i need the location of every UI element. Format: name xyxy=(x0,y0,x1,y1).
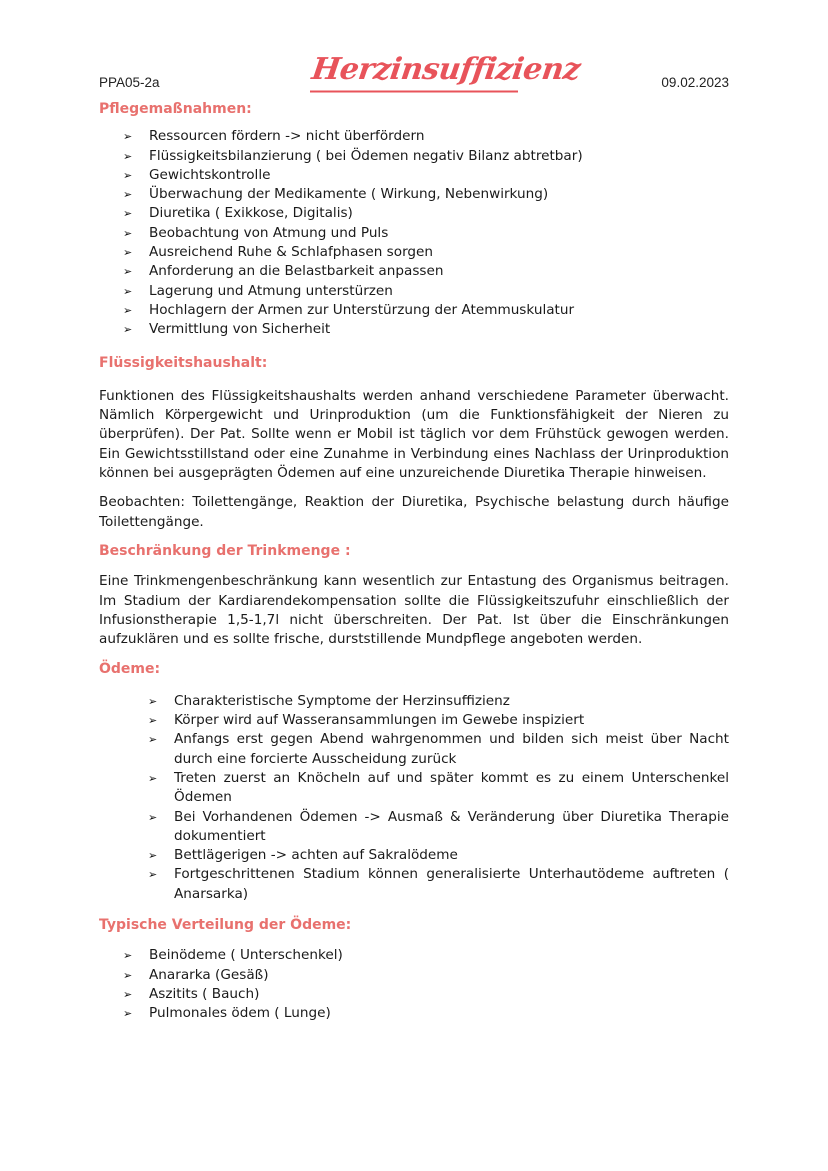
arrow-bullet-icon: ➢ xyxy=(123,284,133,298)
list-item xyxy=(99,320,729,339)
list-item xyxy=(99,243,729,262)
arrow-bullet-icon: ➢ xyxy=(148,714,158,728)
list-pflegemassnahmen xyxy=(99,127,729,339)
list-item xyxy=(99,946,729,965)
list-item xyxy=(99,127,729,146)
list-item xyxy=(99,185,729,204)
arrow-bullet-icon: ➢ xyxy=(123,987,133,1001)
list-item-text: Beinödeme ( Unterschenkel) xyxy=(149,947,343,964)
list-item-text: Charakteristische Symptome der Herzinsuffizienz xyxy=(174,692,510,709)
list-item xyxy=(99,301,729,320)
list-item xyxy=(99,711,729,730)
heading-pflegemassnahmen: Pflegemaßnahmen: xyxy=(99,101,252,117)
list-item-text: Fortgeschrittenen Stadium können generalisierte Unterhautödeme auftreten ( Anarsarka) xyxy=(174,866,729,902)
list-item-text: Gewichtskontrolle xyxy=(149,166,271,183)
list-item xyxy=(99,730,729,769)
list-item xyxy=(99,808,729,847)
heading-trinkmenge: Beschränkung der Trinkmenge : xyxy=(99,542,351,559)
list-item xyxy=(99,985,729,1004)
list-item-text: Anfangs erst gegen Abend wahrgenommen und bilden sich meist über Nacht durch eine forcierte Ausscheidung zurück xyxy=(174,731,729,767)
list-item-text: Ressourcen fördern -> nicht überfördern xyxy=(149,128,425,145)
list-item-text: Ausreichend Ruhe & Schlafphasen sorgen xyxy=(149,244,434,261)
list-item-text: Aszitits ( Bauch) xyxy=(149,985,260,1002)
arrow-bullet-icon: ➢ xyxy=(123,949,133,963)
list-item-text: Bei Vorhandenen Ödemen -> Ausmaß & Veränderung über Diuretika Therapie dokumentiert xyxy=(174,808,729,844)
arrow-bullet-icon: ➢ xyxy=(123,207,133,221)
arrow-bullet-icon: ➢ xyxy=(123,130,133,144)
list-item-text: Hochlagern der Armen zur Unterstürzung der Atemmuskulatur xyxy=(149,301,575,318)
title-block xyxy=(309,52,583,102)
course-code: PPA05-2a xyxy=(99,75,160,90)
title-underline xyxy=(310,90,518,93)
heading-fluessigkeitshaushalt: Flüssigkeitshaushalt: xyxy=(99,354,268,371)
arrow-bullet-icon: ➢ xyxy=(123,246,133,260)
list-item-text: Überwachung der Medikamente ( Wirkung, Nebenwirkung) xyxy=(149,186,549,203)
list-item xyxy=(99,204,729,223)
arrow-bullet-icon: ➢ xyxy=(148,868,158,882)
list-item-text: Pulmonales ödem ( Lunge) xyxy=(149,1005,331,1022)
list-item xyxy=(99,262,729,281)
list-item xyxy=(99,865,729,904)
list-item xyxy=(99,1004,729,1023)
list-item xyxy=(99,147,729,166)
list-item-text: Diuretika ( Exikkose, Digitalis) xyxy=(149,205,353,222)
list-verteilung xyxy=(99,946,729,1023)
list-item-text: Anforderung an die Belastbarkeit anpassen xyxy=(149,263,444,280)
arrow-bullet-icon: ➢ xyxy=(123,1007,133,1021)
list-oedeme xyxy=(99,692,729,904)
paragraph-fluessigkeitshaushalt: Funktionen des Flüssigkeitshaushalts werden anhand verschiedene Parameter überwacht. Nämlich Körpergewicht und Urinproduktion (um die Funktionsfähigkeit der Nieren zu überprüfen). Der Pat. Sollte wenn er Mobil ist täglich vor dem Frühstück gewogen werden. Ein Gewichtsstillstand oder eine Zunahme in Verbindung eines Nachlass der Urinproduktion können bei ausgeprägten Ödemen auf eine unzureichende Diuretika Therapie hinweisen. xyxy=(99,387,729,482)
heading-oedeme: Ödeme: xyxy=(99,661,161,678)
list-item-text: Vermittlung von Sicherheit xyxy=(149,321,331,338)
arrow-bullet-icon: ➢ xyxy=(123,323,133,337)
paragraph-beobachten: Beobachten: Toilettengänge, Reaktion der Diuretika, Psychische belastung durch häufige Toilettengänge. xyxy=(99,494,729,530)
list-item xyxy=(99,282,729,301)
arrow-bullet-icon: ➢ xyxy=(148,694,158,708)
arrow-bullet-icon: ➢ xyxy=(148,849,158,863)
document-date: 09.02.2023 xyxy=(661,75,729,90)
list-item-text: Anararka (Gesäß) xyxy=(149,966,269,983)
list-item xyxy=(99,166,729,185)
heading-typische-verteilung: Typische Verteilung der Ödeme: xyxy=(99,916,352,933)
arrow-bullet-icon: ➢ xyxy=(148,733,158,747)
arrow-bullet-icon: ➢ xyxy=(123,168,133,182)
arrow-bullet-icon: ➢ xyxy=(123,968,133,982)
arrow-bullet-icon: ➢ xyxy=(123,226,133,240)
list-item-text: Bettlägerigen -> achten auf Sakralödeme xyxy=(174,847,458,864)
arrow-bullet-icon: ➢ xyxy=(123,303,133,317)
document-body xyxy=(99,100,729,1023)
arrow-bullet-icon: ➢ xyxy=(148,771,158,785)
list-item xyxy=(99,966,729,985)
list-item-text: Körper wird auf Wasseransammlungen im Gewebe inspiziert xyxy=(174,712,585,729)
list-item xyxy=(99,692,729,711)
list-item xyxy=(99,846,729,865)
list-item xyxy=(99,769,729,808)
list-item-text: Beobachtung von Atmung und Puls xyxy=(149,224,389,241)
list-item xyxy=(99,224,729,243)
paragraph-trinkmenge: Eine Trinkmengenbeschränkung kann wesentlich zur Entastung des Organismus beitragen. Im Stadium der Kardiarendekompensation sollte die Flüssigkeitszufuhr einschließlich der Infusionstherapie 1,5-1,7l nicht überschreiten. Der Pat. Ist über die Einschränkungen aufzuklären und es sollte frische, durststillende Mundpflege angeboten werden. xyxy=(99,573,729,648)
arrow-bullet-icon: ➢ xyxy=(123,149,133,163)
list-item-text: Treten zuerst an Knöcheln auf und später kommt es zu einem Unterschenkel Ödemen xyxy=(174,769,729,806)
arrow-bullet-icon: ➢ xyxy=(123,188,133,202)
arrow-bullet-icon: ➢ xyxy=(123,265,133,279)
list-item-text: Flüssigkeitsbilanzierung ( bei Ödemen negativ Bilanz abtretbar) xyxy=(149,147,583,164)
list-item-text: Lagerung und Atmung unterstürzen xyxy=(149,282,393,299)
page-title: Herzinsuffizienz xyxy=(309,52,583,87)
arrow-bullet-icon: ➢ xyxy=(148,810,158,824)
